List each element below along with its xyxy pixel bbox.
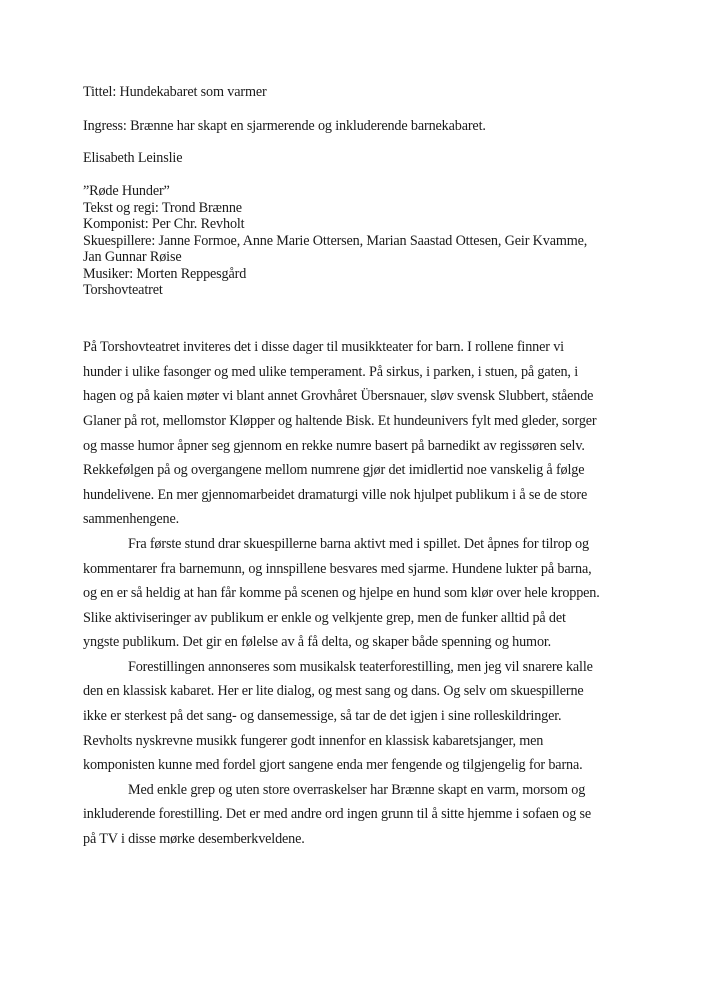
- body-line: hundelivene. En mer gjennomarbeidet dramaturgi ville nok hjulpet publikum i å se de store: [83, 487, 588, 503]
- credit-line: Musiker: Morten Reppesgård: [83, 266, 247, 282]
- credit-line: Jan Gunnar Røise: [83, 249, 182, 265]
- body-line: ikke er sterkest på det sang- og dansemessige, så tar de det igjen i sine rolleskildringer.: [83, 708, 562, 724]
- body-line: komponisten kunne med fordel gjort sangene enda mer fengende og tilgjengelig for barna.: [83, 757, 583, 773]
- body-line: Revholts nyskrevne musikk fungerer godt innenfor en klassisk kabaretsjanger, men: [83, 733, 544, 749]
- credit-line: Tekst og regi: Trond Brænne: [83, 200, 242, 216]
- credit-line: Skuespillere: Janne Formoe, Anne Marie Ottersen, Marian Saastad Ottesen, Geir Kvamme,: [83, 233, 588, 249]
- body-line: på TV i disse mørke desemberkveldene.: [83, 831, 305, 847]
- body-line: Fra første stund drar skuespillerne barna aktivt med i spillet. Det åpnes for tilrop og: [128, 536, 589, 552]
- credit-line: Komponist: Per Chr. Revholt: [83, 216, 245, 232]
- body-line: Slike aktiviseringer av publikum er enkle og velkjente grep, men de funker alltid på det: [83, 610, 566, 626]
- body-line: Rekkefølgen på og overgangene mellom numrene gjør det imidlertid noe vanskelig å følge: [83, 462, 585, 478]
- body-line: og en er så heldig at han får komme på scenen og hjelpe en hund som klør over hele kroppen.: [83, 585, 600, 601]
- body-line: den en klassisk kabaret. Her er lite dialog, og mest sang og dans. Og selv om skuespillerne: [83, 683, 584, 699]
- body-line: På Torshovteatret inviteres det i disse dager til musikkteater for barn. I rollene finner vi: [83, 339, 564, 355]
- body-line: hagen og på kaien møter vi blant annet Grovhåret Übersnauer, sløv svensk Slubbert, stående: [83, 388, 594, 404]
- body-line: inkluderende forestilling. Det er med andre ord ingen grunn til å sitte hjemme i sofaen og se: [83, 806, 592, 822]
- body-line: og masse humor åpner seg gjennom en rekke numre basert på barnedikt av regissøren selv.: [83, 438, 585, 454]
- credit-line: Torshovteatret: [83, 282, 163, 298]
- article-title: Tittel: Hundekabaret som varmer: [83, 84, 267, 100]
- body-line: Med enkle grep og uten store overraskelser har Brænne skapt en varm, morsom og: [128, 782, 586, 798]
- article-ingress: Ingress: Brænne har skapt en sjarmerende og inkluderende barnekabaret.: [83, 118, 486, 134]
- body-line: sammenhengene.: [83, 511, 179, 527]
- credit-line: ”Røde Hunder”: [83, 183, 170, 199]
- body-line: kommentarer fra barnemunn, og innspillene besvares med sjarme. Hundene lukter på barna,: [83, 561, 592, 577]
- body-line: hunder i ulike fasonger og med ulike temperament. På sirkus, i parken, i stuen, på gaten, i: [83, 364, 578, 380]
- body-line: Forestillingen annonseres som musikalsk teaterforestilling, men jeg vil snarere kalle: [128, 659, 593, 675]
- body-line: yngste publikum. Det gir en følelse av å få delta, og skaper både spenning og humor.: [83, 634, 552, 650]
- body-line: Glaner på rot, mellomstor Kløpper og haltende Bisk. Et hundeunivers fylt med gleder, sorger: [83, 413, 597, 429]
- article-author: Elisabeth Leinslie: [83, 150, 183, 166]
